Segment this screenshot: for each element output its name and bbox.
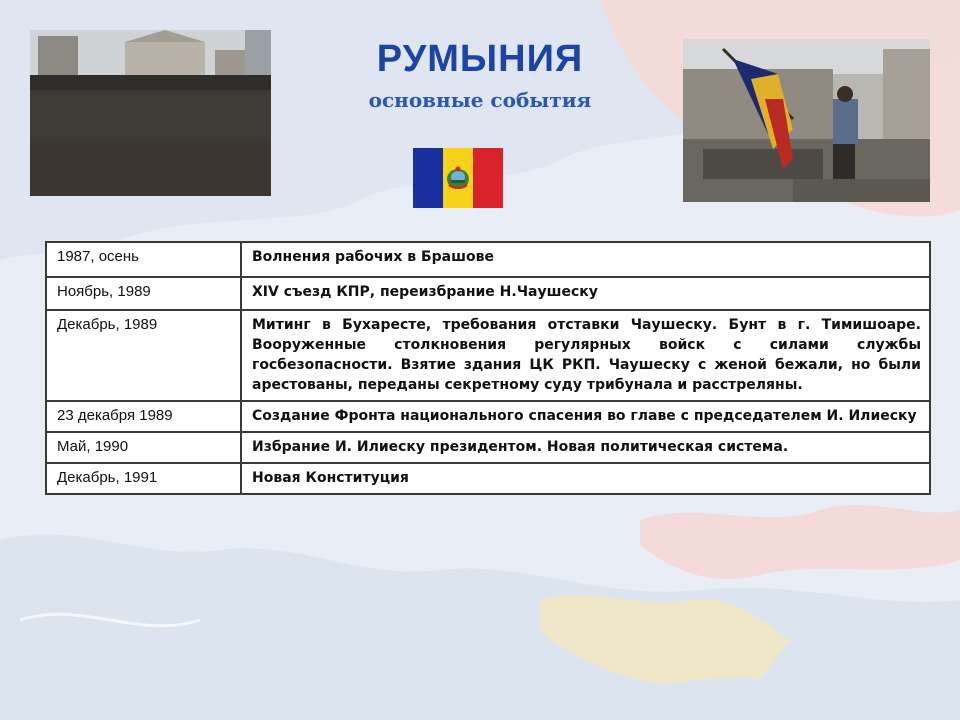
event-description: Новая Конституция: [241, 463, 930, 494]
page-subtitle: основные события: [368, 88, 592, 112]
events-table: [45, 241, 931, 495]
table-row: [46, 310, 930, 401]
flag-stripe-blue: [413, 148, 443, 208]
event-description: Избрание И. Илиеску президентом. Новая политическая система.: [241, 432, 930, 463]
event-date: Ноябрь, 1989: [46, 277, 241, 310]
event-description: XIV съезд КПР, переизбрание Н.Чаушеску: [241, 277, 930, 310]
event-date: Декабрь, 1989: [46, 310, 241, 401]
flag-stripe-red: [473, 148, 503, 208]
event-date: Май, 1990: [46, 432, 241, 463]
table-row: [46, 401, 930, 432]
event-description: Создание Фронта национального спасения во главе с председателем И. Илиеску: [241, 401, 930, 432]
page-title: РУМЫНИЯ: [376, 38, 584, 80]
table-row: [46, 242, 930, 277]
protest-crowd-photo: [30, 30, 271, 196]
event-date: 23 декабря 1989: [46, 401, 241, 432]
event-description: Митинг в Бухаресте, требования отставки Чаушеску. Бунт в г. Тимишоаре. Вооруженные столкновения регулярных войск с силами службы госбезопасности. Взятие здания ЦК РКП. Чаушеску с женой бежали, но были арестованы, переданы секретному суду трибунала и расстреляны.: [241, 310, 930, 401]
table-row: [46, 463, 930, 494]
coat-of-arms-icon: [445, 165, 471, 191]
table-row: [46, 432, 930, 463]
event-description: Волнения рабочих в Брашове: [241, 242, 930, 277]
event-date: 1987, осень: [46, 242, 241, 277]
event-date: Декабрь, 1991: [46, 463, 241, 494]
table-row: [46, 277, 930, 310]
revolution-flag-photo: [683, 39, 930, 202]
